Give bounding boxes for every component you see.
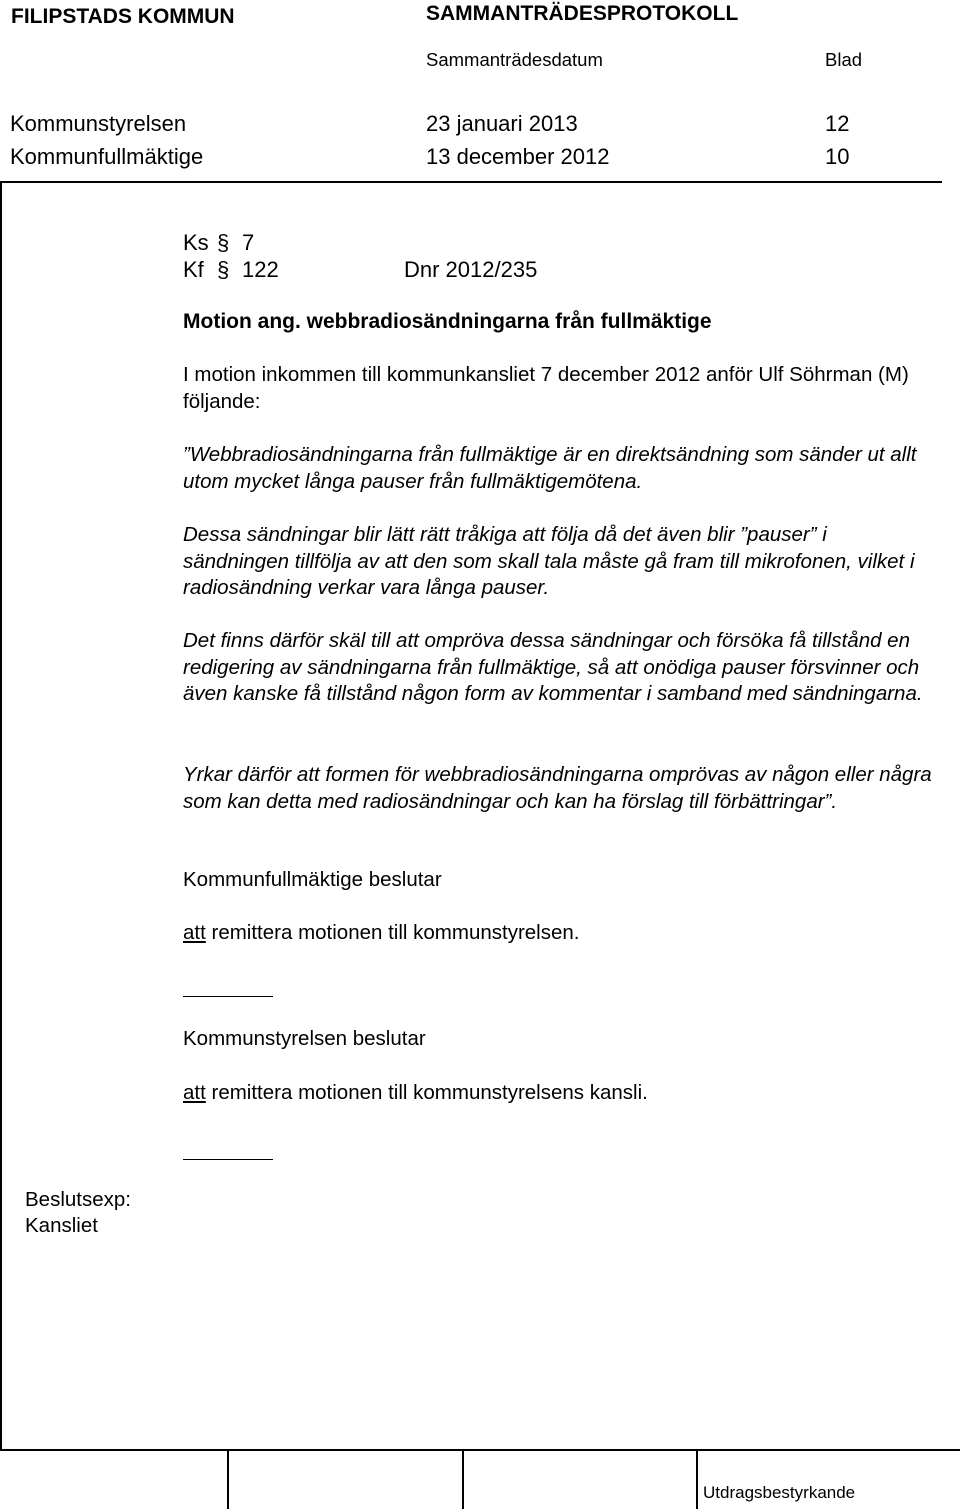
- diary-number: Dnr 2012/235: [404, 257, 538, 282]
- header-page-2: 10: [825, 144, 850, 169]
- document-type: SAMMANTRÄDESPROTOKOLL: [426, 2, 739, 25]
- ks-prefix: Ks: [183, 230, 209, 255]
- footer-rule: [0, 1449, 960, 1451]
- att-keyword: att: [183, 921, 206, 944]
- header-body-2: Kommunfullmäktige: [10, 144, 204, 169]
- quote-paragraph-3: Det finns därför skäl till att ompröva dessa sändningar och försöka få tillstånd en redigering av sändningarna från fullmäktige, så att onödiga pauser försvinner och även kanske få tillstånd någon form av kommentar i samband med sändningarna.: [183, 629, 923, 705]
- separator-line: [183, 996, 273, 997]
- kf-prefix: Kf: [183, 257, 204, 282]
- header-date-1: 23 januari 2013: [426, 111, 578, 136]
- page-label: Blad: [825, 49, 863, 70]
- section-symbol-icon: §: [217, 257, 230, 282]
- intro-paragraph: I motion inkommen till kommunkansliet 7 december 2012 anför Ulf Söhrman (M) följande:: [183, 363, 909, 413]
- kf-decision-text: [183, 921, 579, 945]
- quote-paragraph-1: ”Webbradiosändningarna från fullmäktige är en direktsändning som sänder ut allt utom mycket långa pauser från fullmäktigemötena.: [183, 443, 917, 493]
- footer-divider-2: [462, 1449, 464, 1509]
- certification-label: Utdragsbestyrkande: [703, 1483, 856, 1502]
- ks-decision-text: [183, 1081, 648, 1105]
- header-body-1: Kommunstyrelsen: [10, 111, 187, 136]
- section-symbol-icon: §: [217, 230, 230, 255]
- quote-paragraph-2: Dessa sändningar blir lätt rätt tråkiga att följa då det även blir ”pauser” i sändningen tillfölja av att den som skall tala måste gå fram till mikrofonen, vilket i radiosändning verkar vara långa pauser.: [183, 523, 915, 599]
- footer-divider-1: [227, 1449, 229, 1509]
- footer-divider-3: [696, 1449, 698, 1509]
- kf-number: 122: [242, 257, 279, 282]
- municipality-name: FILIPSTADS KOMMUN: [11, 5, 235, 28]
- motion-title: Motion ang. webbradiosändningarna från fullmäktige: [183, 310, 712, 333]
- header-date-2: 13 december 2012: [426, 144, 610, 169]
- ks-decision-heading: Kommunstyrelsen beslutar: [183, 1027, 426, 1050]
- beslutsexp-label: Beslutsexp:: [25, 1188, 131, 1211]
- quote-paragraph-4: Yrkar därför att formen för webbradiosändningarna omprövas av någon eller några som kan detta med radiosändningar och kan ha förslag till förbättringar”.: [183, 763, 932, 813]
- att-keyword: att: [183, 1081, 206, 1104]
- separator-line: [183, 1159, 273, 1160]
- beslutsexp-value: Kansliet: [25, 1214, 98, 1237]
- header-rule: [0, 181, 942, 183]
- ks-decision-body: remittera motionen till kommunstyrelsens kansli.: [205, 1081, 648, 1104]
- header-page-1: 12: [825, 111, 850, 136]
- kf-decision-heading: Kommunfullmäktige beslutar: [183, 868, 442, 891]
- kf-decision-body: remittera motionen till kommunstyrelsen.: [205, 921, 580, 944]
- left-frame-line: [0, 181, 2, 1451]
- meeting-date-label: Sammanträdesdatum: [426, 49, 603, 70]
- ks-number: 7: [242, 230, 255, 255]
